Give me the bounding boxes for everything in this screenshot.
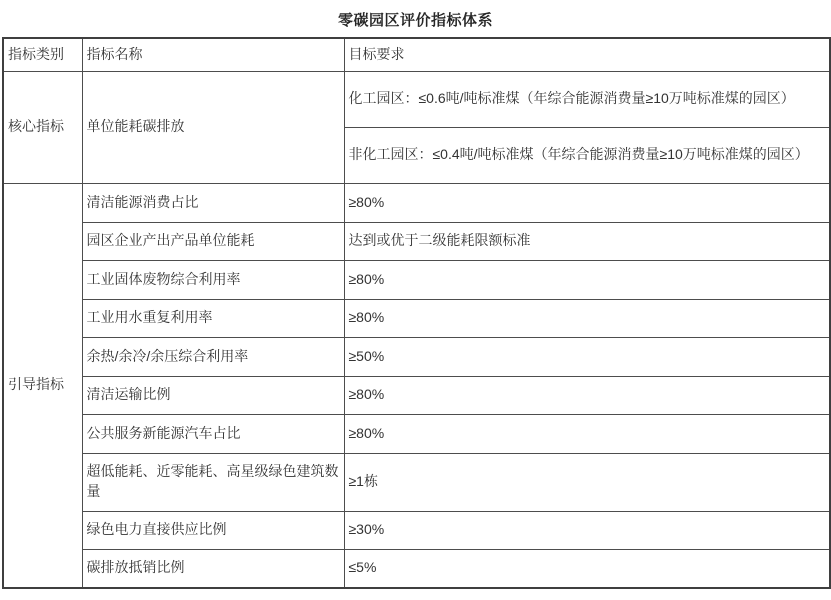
guide-row-nev-ratio <box>3 414 830 453</box>
indicator-table <box>2 37 831 589</box>
header-indicator-name: 指标名称 <box>82 38 344 71</box>
indicator-name-cell: 超低能耗、近零能耗、高星级绿色建筑数量 <box>82 453 344 511</box>
guide-row-product-energy <box>3 222 830 260</box>
guide-row-waste-heat <box>3 337 830 376</box>
target-cell: ≥80% <box>344 376 830 414</box>
header-target: 目标要求 <box>344 38 830 71</box>
guide-row-clean-energy <box>3 183 830 222</box>
indicator-name-cell: 清洁能源消费占比 <box>82 183 344 222</box>
header-row <box>3 38 830 71</box>
target-cell: ≥80% <box>344 299 830 337</box>
guide-row-clean-transport <box>3 376 830 414</box>
indicator-name-cell: 工业固体废物综合利用率 <box>82 260 344 299</box>
header-category: 指标类别 <box>3 38 82 71</box>
core-target-nonchemical-cell: 非化工园区：≤0.4吨/吨标准煤（年综合能源消费量≥10万吨标准煤的园区） <box>344 127 830 183</box>
guide-row-water-reuse <box>3 299 830 337</box>
core-indicator-cell: 单位能耗碳排放 <box>82 71 344 183</box>
target-cell: ≥1栋 <box>344 453 830 511</box>
target-cell: ≥80% <box>344 260 830 299</box>
guide-row-carbon-offset <box>3 549 830 588</box>
core-category-cell: 核心指标 <box>3 71 82 183</box>
target-cell: ≥30% <box>344 511 830 549</box>
indicator-name-cell: 工业用水重复利用率 <box>82 299 344 337</box>
indicator-name-cell: 园区企业产出产品单位能耗 <box>82 222 344 260</box>
indicator-name-cell: 碳排放抵销比例 <box>82 549 344 588</box>
guide-row-solid-waste <box>3 260 830 299</box>
indicator-name-cell: 清洁运输比例 <box>82 376 344 414</box>
page-title: 零碳园区评价指标体系 <box>337 12 493 29</box>
target-cell: ≥80% <box>344 183 830 222</box>
guide-category-cell: 引导指标 <box>3 183 82 588</box>
target-cell: 达到或优于二级能耗限额标准 <box>344 222 830 260</box>
indicator-name-cell: 余热/余冷/余压综合利用率 <box>82 337 344 376</box>
indicator-name-cell: 公共服务新能源汽车占比 <box>82 414 344 453</box>
guide-row-green-building <box>3 453 830 511</box>
core-row-chemical <box>3 71 830 127</box>
core-target-chemical-cell: 化工园区：≤0.6吨/吨标准煤（年综合能源消费量≥10万吨标准煤的园区） <box>344 71 830 127</box>
target-cell: ≥80% <box>344 414 830 453</box>
target-cell: ≥50% <box>344 337 830 376</box>
target-cell: ≤5% <box>344 549 830 588</box>
indicator-name-cell: 绿色电力直接供应比例 <box>82 511 344 549</box>
guide-row-green-power <box>3 511 830 549</box>
